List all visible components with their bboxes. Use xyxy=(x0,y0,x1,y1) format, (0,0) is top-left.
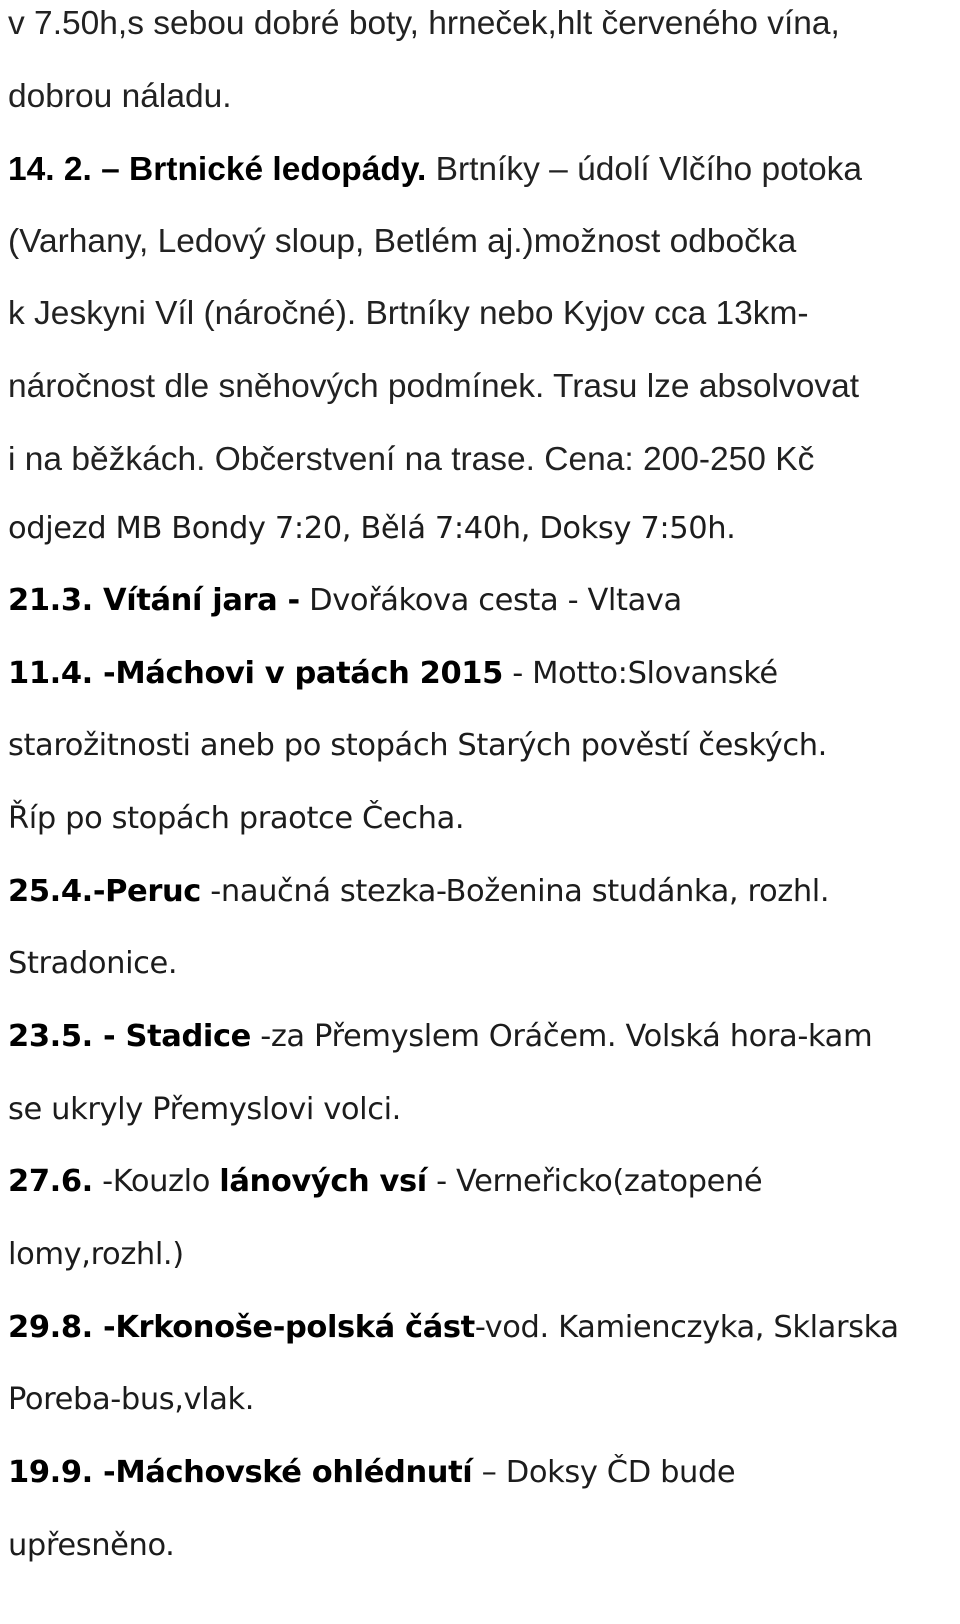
text-segment: Brtníky – údolí Vlčího potoka xyxy=(426,151,863,188)
text-line xyxy=(8,443,814,477)
text-line xyxy=(8,370,859,404)
text-line xyxy=(8,1237,184,1272)
text-segment: starožitnosti aneb po stopách Starých pověstí českých. xyxy=(8,728,827,763)
text-line xyxy=(8,583,682,618)
text-line xyxy=(8,1092,401,1127)
text-segment: k Jeskyni Víl (náročné). Brtníky nebo Kyjov cca 13km- xyxy=(8,295,809,332)
text-line xyxy=(8,7,840,41)
text-line xyxy=(8,511,736,546)
text-segment: – Doksy ČD bude xyxy=(472,1455,736,1490)
text-line xyxy=(8,1455,736,1490)
text-segment: -za Přemyslem Oráčem. Volská hora-kam xyxy=(250,1019,873,1054)
text-line xyxy=(8,1164,763,1199)
text-line xyxy=(8,1528,175,1563)
text-segment: lomy,rozhl.) xyxy=(8,1237,184,1272)
text-segment: Dvořákova cesta - Vltava xyxy=(299,583,682,618)
event-date-title: 29.8. -Krkonoše-polská část xyxy=(8,1310,475,1345)
text-segment: i na běžkách. Občerstvení na trase. Cena: 200-250 Kč xyxy=(8,441,815,478)
text-segment: upřesněno. xyxy=(8,1528,175,1563)
text-line xyxy=(8,656,778,691)
text-segment: náročnost dle sněhových podmínek. Trasu lze absolvovat xyxy=(8,368,860,405)
text-line xyxy=(8,1019,873,1054)
text-line xyxy=(8,297,809,331)
text-segment: - Motto:Slovanské xyxy=(502,656,778,691)
text-segment: (Varhany, Ledový sloup, Betlém aj.)možnost odbočka xyxy=(8,223,797,260)
text-line xyxy=(8,728,827,763)
text-line xyxy=(8,946,178,981)
text-segment: Poreba-bus,vlak. xyxy=(8,1382,255,1417)
event-date-title: 23.5. - Stadice xyxy=(8,1019,251,1054)
text-segment: se ukryly Přemyslovi volci. xyxy=(8,1092,401,1127)
event-date-title: 19.9. -Máchovské ohlédnutí xyxy=(8,1455,473,1490)
text-segment: -naučná stezka-Boženina studánka, rozhl. xyxy=(200,874,830,909)
text-segment: -Kouzlo xyxy=(92,1164,220,1199)
event-date-title: 21.3. Vítání jara - xyxy=(8,583,300,618)
text-line xyxy=(8,153,862,187)
text-segment: dobrou náladu. xyxy=(8,78,232,115)
text-segment: v 7.50h,s sebou dobré boty, hrneček,hlt červeného vína, xyxy=(8,5,840,42)
text-line xyxy=(8,874,830,909)
event-date: 27.6. xyxy=(8,1164,93,1199)
text-segment: -vod. Kamienczyka, Sklarska xyxy=(474,1310,899,1345)
text-line xyxy=(8,1310,899,1345)
text-line xyxy=(8,80,232,114)
event-date-title: 14. 2. – Brtnické ledopády. xyxy=(8,151,427,188)
text-segment: odjezd MB Bondy 7:20, Bělá 7:40h, Doksy 7:50h. xyxy=(8,511,736,546)
text-segment: Stradonice. xyxy=(8,946,178,981)
event-date-title: 25.4.-Peruc xyxy=(8,874,201,909)
text-segment: Říp po stopách praotce Čecha. xyxy=(8,801,465,836)
text-line xyxy=(8,225,796,259)
text-line xyxy=(8,801,465,836)
event-title: lánových vsí xyxy=(219,1164,427,1199)
event-date-title: 11.4. -Máchovi v patách 2015 xyxy=(8,656,503,691)
text-line xyxy=(8,1382,255,1417)
text-segment: - Verneřicko(zatopené xyxy=(426,1164,763,1199)
